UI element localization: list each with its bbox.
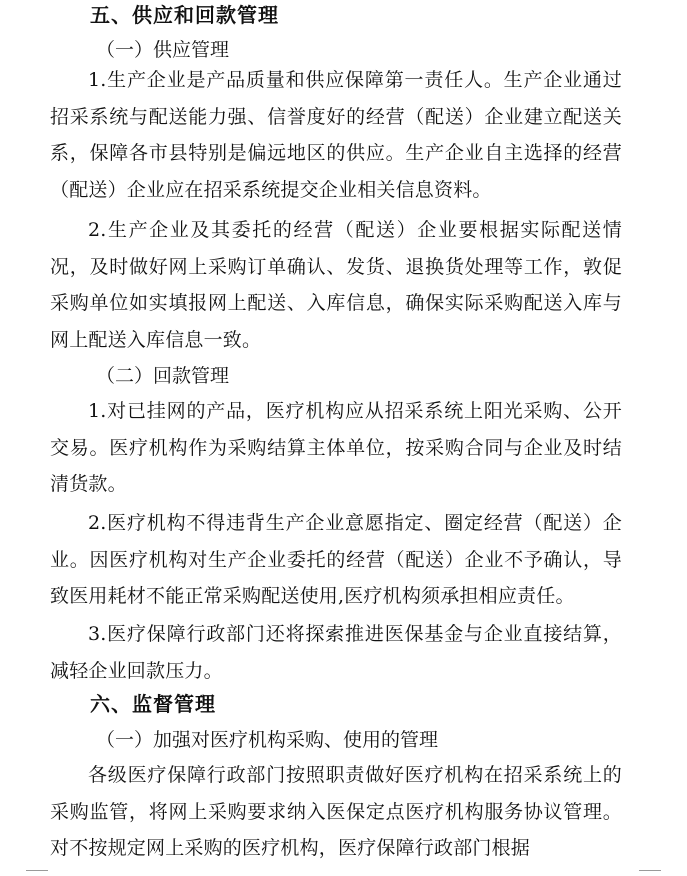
paragraph-payment-1: 1.对已挂网的产品，医疗机构应从招采系统上阳光采购、公开交易。医疗机构作为采购结算主体单位，按采购合同与企业及时结清货款。 — [50, 400, 622, 495]
page-corner-mark-right — [639, 870, 661, 871]
paragraph-supply-2: 2.生产企业及其委托的经营（配送）企业要根据实际配送情况，及时做好网上采购订单确认、发货、退换货处理等工作，敦促采购单位如实填报网上配送、入库信息，确保实际采购配送入库与网上配送入库信息一致。 — [50, 219, 622, 351]
paragraph-payment-2: 2.医疗机构不得违背生产企业意愿指定、圈定经营（配送）企业。因医疗机构对生产企业委托的经营（配送）企业不予确认，导致医用耗材不能正常采购配送使用,医疗机构须承担相应责任。 — [50, 512, 622, 607]
paragraph-payment-3: 3.医疗保障行政部门还将探索推进医保基金与企业直接结算，减轻企业回款压力。 — [50, 623, 622, 682]
subsection-heading-supply: （一）供应管理 — [96, 39, 230, 61]
paragraph-supervision-1: 各级医疗保障行政部门按照职责做好医疗机构在招采系统上的采购监管，将网上采购要求纳入医保定点医疗机构服务协议管理。对不按规定网上采购的医疗机构，医疗保障行政部门根据 — [50, 764, 622, 859]
section-heading-6: 六、监督管理 — [90, 692, 216, 716]
subsection-heading-payment: （二）回款管理 — [96, 365, 230, 387]
paragraph-supply-1: 1.生产企业是产品质量和供应保障第一责任人。生产企业通过招采系统与配送能力强、信誉度好的经营（配送）企业建立配送关系，保障各市县特别是偏远地区的供应。生产企业自主选择的经营（配送）企业应在招采系统提交企业相关信息资料。 — [50, 69, 622, 201]
page-corner-mark-left — [26, 870, 48, 871]
subsection-heading-supervision: （一）加强对医疗机构采购、使用的管理 — [96, 729, 439, 751]
section-heading-5: 五、供应和回款管理 — [90, 3, 279, 27]
